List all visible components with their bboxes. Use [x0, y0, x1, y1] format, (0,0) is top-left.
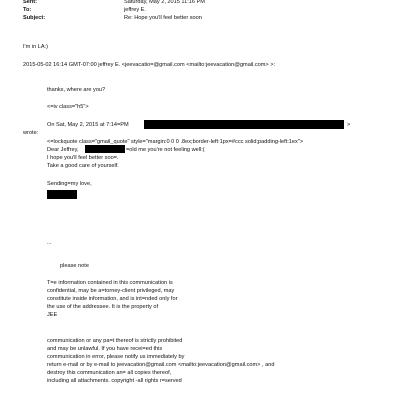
to-label: To:	[23, 7, 32, 13]
subject-value: Re: Hope you'll feel better soon	[124, 15, 202, 21]
greeting-text: Dear Jeffrey,	[47, 147, 79, 153]
disclaimer-line: communication or any pa=t thereof is strictly prohibited	[47, 338, 183, 344]
quoted-line-1: thanks, where are you?	[47, 87, 106, 93]
disclaimer-line: T=e information contained in this communication is	[47, 280, 173, 286]
disclaimer-line: JEE	[47, 312, 58, 318]
redaction-bar	[144, 120, 344, 129]
blockquote-tag: <=lockquote class="gmail_quote" style="margin:0 0 0 .8ex;border-left:1px=#ccc solid;padding-left:1ex">	[47, 139, 304, 145]
sent-label: Sent:	[23, 0, 37, 5]
signoff-text: Sending=my love,	[47, 181, 92, 187]
disclaimer-line: destroy this communication an= all copies thereof,	[47, 370, 172, 376]
disclaimer-line: return e-mail or by e-mail to jeevacation@gmail.com <mailto:jeevacation@gmail.com> , and	[47, 362, 275, 368]
subject-label: Subject:	[23, 15, 46, 21]
disclaimer-line: communication in error, please notify us immediately by	[47, 354, 185, 360]
redaction-bar	[47, 190, 77, 199]
disclaimer-line: including all attachments. copyright -all rights r=served	[47, 378, 182, 384]
disclaimer-line: constitute inside information, and is int=nded only for	[47, 296, 178, 302]
disclaimer-line: confidential, may be a=torney-client privileged, may	[47, 288, 175, 294]
to-value: jeffrey E.	[124, 7, 146, 13]
disclaimer-line: and may be unlawful. If you have recei=ed this	[47, 346, 163, 352]
quoted-line-7: I hope you'll feel better soo=.	[47, 155, 119, 161]
quoted-line-8: Take a good care of yourself.	[47, 163, 119, 169]
reply-text: I'm in LA:)	[23, 44, 49, 50]
ellipsis-text: ...	[47, 240, 52, 246]
quoted-line-2: <=iv class="h5">	[47, 104, 89, 110]
disclaimer-line: the use of the addressee. It is the property of	[47, 304, 159, 310]
quote-header: 2015-05-02 16:14 GMT-07:00 jeffrey E. <jeevacatio=@gmail.com <mailto:jeevacation@gmail.com> >:	[23, 62, 276, 68]
wrote-text: wrote:	[23, 130, 39, 136]
please-note-text: please note	[60, 263, 89, 269]
quoted-date-suffix: >	[347, 122, 351, 128]
quoted-date-line: On Sat, May 2, 2015 at 7:14=PM	[47, 122, 129, 128]
greeting-suffix: =old me you're not feeling well:(	[126, 147, 205, 153]
redaction-bar	[85, 145, 125, 153]
sent-value: Saturday, May 2, 2015 11:16 PM	[124, 0, 205, 5]
